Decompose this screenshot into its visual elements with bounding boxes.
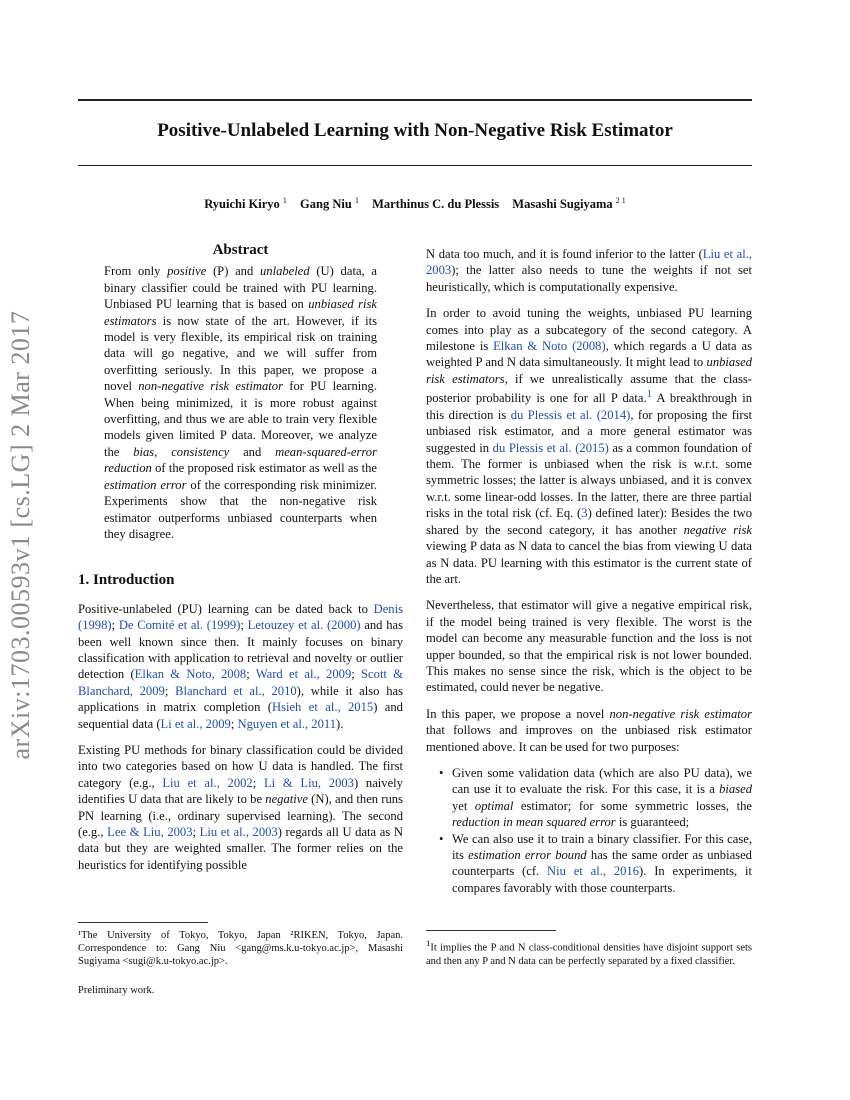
- arxiv-id-text: arXiv:1703.00593v1 [cs.LG] 2 Mar 2017: [6, 310, 35, 760]
- footnote-rule: [78, 922, 208, 923]
- abstract-text: From only positive (P) and unlabeled (U) data, a binary classifier could be trained with PU learning. Unbiased PU learning that is based on unbiased risk estimators is now state of the art. However, if its model is very flexible, its empirical risk on training data will go negative, and we will suffer from overfitting seriously. In this paper, we propose a novel non-negative risk estimator for PU learning. When being minimized, it is more robust against overfitting, and thus we are able to train very flexible models given limited P data. Moreover, we analyze the bias, consistency and mean-squared-error reduction of the proposed risk estimator as well as the estimation error of the corresponding risk minimizer. Experiments show that the non-negative risk estimator outperforms unbiased counterparts when they disagree.: [104, 264, 378, 541]
- paper-title: Positive-Unlabeled Learning with Non-Negative Risk Estimator: [157, 120, 673, 141]
- citation-link[interactable]: Li et al., 2009: [160, 716, 231, 731]
- citation-link[interactable]: Nguyen et al., 2011: [237, 716, 337, 731]
- footnote-rule: [426, 930, 556, 931]
- footnote-1: [426, 930, 752, 968]
- intro-paragraph-1: Positive-unlabeled (PU) learning can be dated back to Denis (1998); De Comité et al. (1999); Letouzey et al. (2000) and has been well known since then. It mainly focuses on binary classification with application to retrieval and novelty or outlier detection (Elkan & Noto, 2008; Ward et al., 2009; Scott & Blanchard, 2009; Blanchard et al., 2010), while it also has applications in matrix completion (Hsieh et al., 2015) and sequential data (Li et al., 2009; Nguyen et al., 2011).: [78, 601, 404, 731]
- citation-link[interactable]: du Plessis et al. (2014): [510, 407, 631, 422]
- citation-link[interactable]: Elkan & Noto, 2008: [134, 667, 247, 682]
- intro-paragraph-2: Existing PU methods for binary classification could be divided into two categories based on how U data is handled. The first category (e.g., Liu et al., 2002; Li & Liu, 2003) naively identifies U data that are likely to be negative (N), and then runs PN learning (i.e., ordinary supervised learning). The second (e.g., Lee & Liu, 2003; Liu et al., 2003) regards all U data as N data but they are weighted smaller. The former relies on the heuristics for identifying possible: [78, 742, 403, 872]
- left-column: [78, 242, 403, 883]
- citation-link[interactable]: Liu et al., 2003: [426, 247, 752, 278]
- citation-link[interactable]: Elkan & Noto (2008): [493, 339, 606, 354]
- right-column: [426, 246, 752, 896]
- citation-link[interactable]: Lee & Liu, 2003: [107, 825, 193, 839]
- citation-link[interactable]: Liu et al., 2003: [199, 825, 278, 839]
- citation-link[interactable]: Li & Liu, 2003: [263, 775, 354, 790]
- purpose-list: [426, 765, 752, 896]
- affiliation-footnote: [78, 922, 403, 969]
- equation-link[interactable]: 3: [581, 506, 588, 521]
- section-heading-introduction: 1. Introduction: [78, 572, 175, 589]
- abstract-heading: Abstract: [212, 242, 269, 258]
- author: Ryuichi Kiryo $^1$: [204, 196, 287, 212]
- citation-link[interactable]: Denis (1998): [78, 601, 403, 633]
- citation-link[interactable]: De Comité et al. (1999): [118, 618, 241, 633]
- citation-link[interactable]: Niu et al., 2016: [547, 864, 640, 879]
- citation-link[interactable]: Scott & Blanchard, 2009: [78, 667, 404, 698]
- author: Marthinus C. du Plessis: [372, 197, 500, 212]
- title-rule-top: [78, 99, 752, 101]
- author: Masashi Sugiyama $^{2 1}$: [512, 196, 626, 212]
- author: Gang Niu $^1$: [300, 196, 359, 212]
- list-item: • We can also use it to train a binary classifier. For this case, its estimation error bound has the same order as unbiased counterparts (cf. Niu et al., 2016). In experiments, it compares favorably with those counterparts.: [439, 831, 753, 895]
- citation-link[interactable]: Ward et al., 2009: [255, 667, 352, 682]
- title-rule-bottom: [78, 165, 752, 166]
- right-paragraph-0: N data too much, and it is found inferior to the latter (Liu et al., 2003); the latter also needs to tune the weights if not set heuristically, which is computationally expensive.: [426, 247, 752, 294]
- citation-link[interactable]: Hsieh et al., 2015: [271, 700, 374, 715]
- right-paragraph-2: Nevertheless, that estimator will give a negative empirical risk, if the model being trained is very flexible. The worst is the model can become any measurable function and the loss is not upper bounded, so that the empirical risk is not lower bounded. This makes no sense since the risk, which is the object to be estimated, could never be negative.: [426, 598, 752, 695]
- citation-link[interactable]: Blanchard et al., 2010: [175, 683, 297, 698]
- author-list: [78, 196, 752, 212]
- arxiv-identifier-stamp: [0, 0, 42, 1100]
- bullet-icon: •: [439, 831, 444, 846]
- citation-link[interactable]: du Plessis et al. (2015): [492, 440, 609, 455]
- right-paragraph-1: In order to avoid tuning the weights, unbiased PU learning comes into play as a subcategory of the second category. A milestone is Elkan & Noto (2008), which regards a U data as weighted P and N data simultaneously. It might lead to unbiased risk estimators, if we unrealistically assume that the class-posterior probability is one for all P data.$^1$ A breakthrough in this direction is du Plessis et al. (2014), for proposing the first unbiased risk estimator, and a more general estimator was suggested in du Plessis et al. (2015) as a common foundation of them. The former is unbiased when the risk is w.r.t. some symmetric losses; the latter is always unbiased, and it is convex w.r.t. some linear-odd losses. In the latter, there are three partial risks in the total risk (cf. Eq. (3) defined later): Besides the two shared by the second category, it has another negative risk viewing P data as N data to cancel the bias from viewing U data as N data. PU learning with this estimator is the current state of the art.: [426, 306, 753, 586]
- bullet-icon: •: [439, 765, 444, 780]
- citation-link[interactable]: Liu et al., 2002: [162, 775, 253, 790]
- right-paragraph-3: In this paper, we propose a novel non-negative risk estimator that follows and improves on the unbiased risk estimator mentioned above. It can be used for two purposes:: [426, 706, 752, 754]
- footnote-marker[interactable]: 1: [646, 389, 652, 401]
- preliminary-note: Preliminary work.: [78, 985, 155, 996]
- affiliation-text: ¹The University of Tokyo, Tokyo, Japan ²RIKEN, Tokyo, Japan. Correspondence to: Gang Niu <gang@ms.k.u-tokyo.ac.jp>, Masashi Sugiyama <sugi@k.u-tokyo.ac.jp>.: [78, 930, 403, 968]
- citation-link[interactable]: Letouzey et al. (2000): [247, 618, 361, 633]
- list-item: • Given some validation data (which are also PU data), we can use it to evaluate the risk. For this case, it is a biased yet optimal estimator; for some symmetric losses, the reduction in mean squared error is guaranteed;: [439, 765, 752, 830]
- footnote-1-text: $^1$It implies the P and N class-conditional densities have disjoint support sets and then any P and N data can be perfectly separated by a fixed classifier.: [426, 938, 752, 967]
